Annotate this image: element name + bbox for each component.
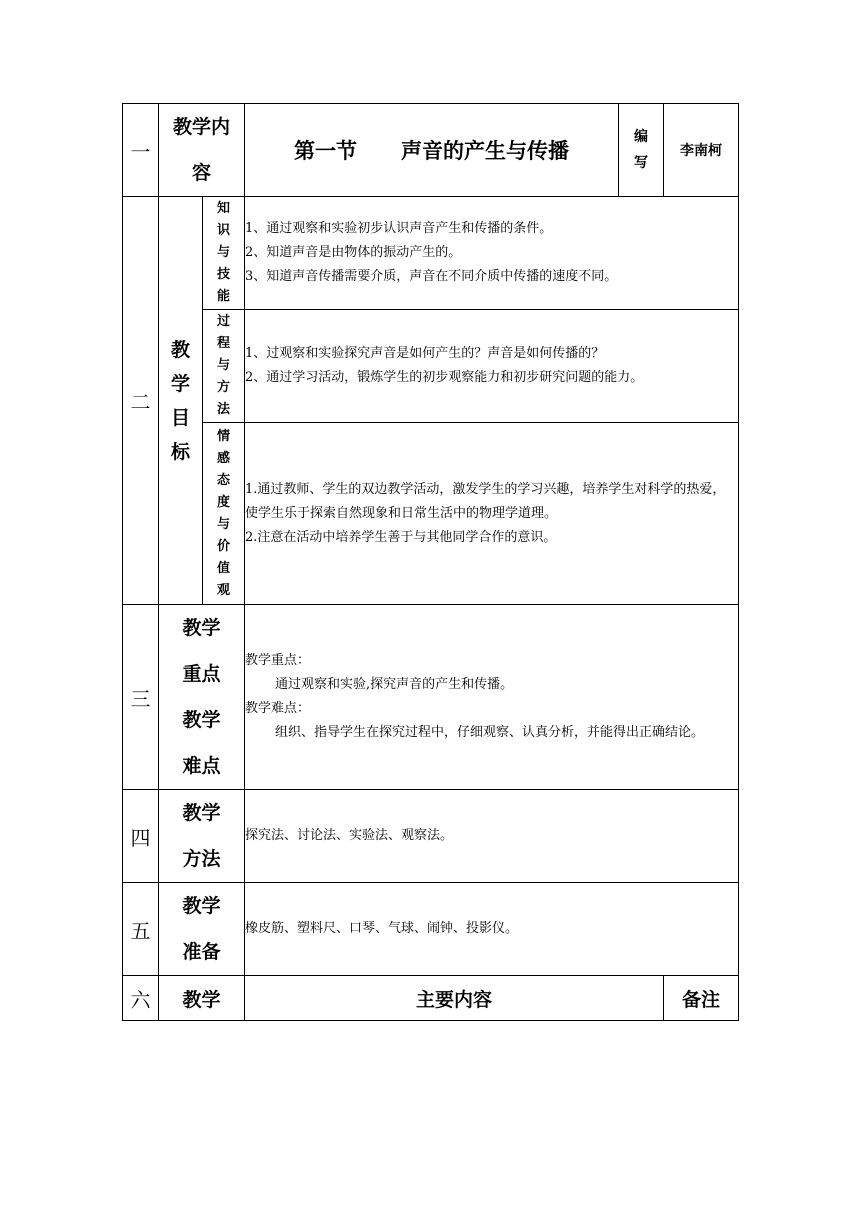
key-points-content: 教学重点： 通过观察和实验,探究声音的产生和传播。 教学难点： 组织、指导学生在探究过程中，仔细观察、认真分析，并能得出正确结论。	[245, 605, 739, 790]
row-label: 教学 准备	[159, 883, 245, 976]
main-content-header: 主要内容	[245, 976, 664, 1021]
section-number: 第一节	[294, 139, 358, 163]
row-key-points	[123, 605, 739, 790]
section-title: 声音的产生与传播	[401, 139, 570, 163]
row-label: 教学	[159, 976, 245, 1021]
goal-sub-label: 过 程 与 方 法	[203, 310, 245, 423]
row-number: 五	[123, 883, 159, 976]
lesson-title	[245, 104, 619, 197]
row-label: 教学内 容	[159, 104, 245, 197]
goal-sub-label: 情 感 态 度 与 价 值 观	[203, 423, 245, 605]
row-number: 一	[123, 104, 159, 197]
preparation-content: 橡皮筋、塑料尺、口琴、气球、闹钟、投影仪。	[245, 883, 739, 976]
row-label: 教 学 目 标	[159, 197, 203, 605]
row-number: 二	[123, 197, 159, 605]
row-number: 六	[123, 976, 159, 1021]
lesson-plan-table	[122, 103, 739, 1021]
author-label: 编 写	[619, 104, 664, 197]
methods-content: 探究法、讨论法、实验法、观察法。	[245, 790, 739, 883]
goal-content: 1、过观察和实验探究声音是如何产生的？声音是如何传播的？ 2、通过学习活动，锻炼学生的初步观察能力和初步研究问题的能力。	[245, 310, 739, 423]
row-goals-knowledge	[123, 197, 739, 310]
goal-content: 1、通过观察和实验初步认识声音产生和传播的条件。 2、知道声音是由物体的振动产生的。 3、知道声音传播需要介质，声音在不同介质中传播的速度不同。	[245, 197, 739, 310]
row-label: 教学 方法	[159, 790, 245, 883]
goal-sub-label: 知 识 与 技 能	[203, 197, 245, 310]
row-content	[123, 104, 739, 197]
row-goals-process	[123, 310, 739, 423]
row-number: 三	[123, 605, 159, 790]
row-label: 教学 重点 教学 难点	[159, 605, 245, 790]
row-number: 四	[123, 790, 159, 883]
row-methods	[123, 790, 739, 883]
row-preparation	[123, 883, 739, 976]
row-process-header	[123, 976, 739, 1021]
goal-content: 1.通过教师、学生的双边教学活动，激发学生的学习兴趣，培养学生对科学的热爱，使学生乐于探索自然现象和日常生活中的物理学道理。 2.注意在活动中培养学生善于与其他同学合作的意识。	[245, 423, 739, 605]
row-goals-attitude	[123, 423, 739, 605]
notes-header: 备注	[664, 976, 739, 1021]
author-name: 李南柯	[664, 104, 739, 197]
